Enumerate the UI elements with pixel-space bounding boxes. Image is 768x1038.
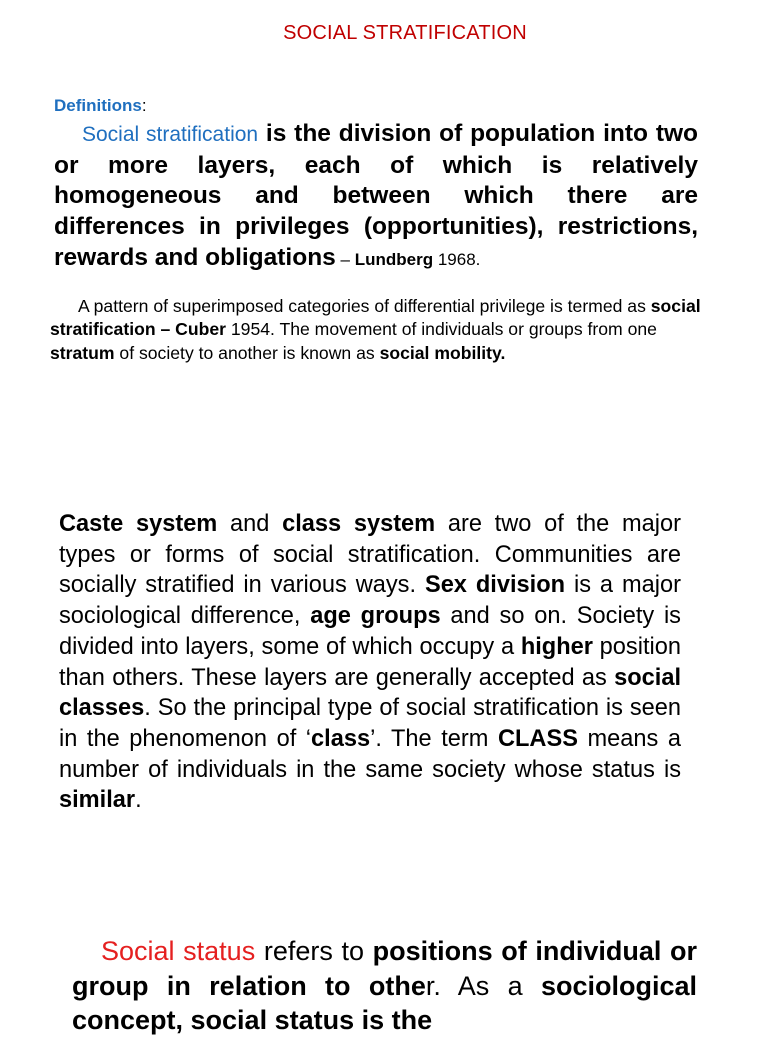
def1-term: Social stratification <box>82 123 259 146</box>
status-text-1: refers to <box>255 936 373 966</box>
para-text-9: . <box>135 787 142 814</box>
para-text-6: . So the principal type of social stratification is seen in the phenomenon of ‘ <box>59 695 681 752</box>
status-bold-1: positions of individual or group in relation to othe <box>72 936 697 1001</box>
para-text-4: and so on. Society is divided into layers, some of which occupy a <box>59 603 681 660</box>
para-bold-1: Caste system <box>59 511 218 537</box>
definitions-heading <box>54 96 147 116</box>
def1-text: is the division of population into two or more layers, each of which is relatively homogeneous and between which there are differences in privileges (opportunities), restrictions, rewards and obligations <box>54 120 698 271</box>
def1-source <box>336 250 481 269</box>
definitions-colon: : <box>141 96 147 115</box>
para-text-8: means a number of individuals in the same society whose status is <box>59 725 681 783</box>
def2-bold-3: social mobility. <box>379 342 506 363</box>
definitions-label: Definitions <box>54 96 142 115</box>
para-bold-9: similar <box>59 787 136 814</box>
def1-author: Lundberg <box>354 249 434 269</box>
para-bold-5: higher <box>520 633 593 660</box>
para-bold-6: social classes <box>59 664 681 722</box>
definition-lundberg <box>54 119 698 276</box>
def2-text-3: of society to another is known as <box>114 342 380 363</box>
para-text-3: is a major sociological difference, <box>59 572 681 630</box>
para-bold-3: Sex division <box>424 572 566 599</box>
page-title: SOCIAL STRATIFICATION <box>283 22 527 44</box>
para-text-5: position than others. These layers are generally accepted as <box>59 633 681 691</box>
caste-class-paragraph <box>59 509 681 816</box>
status-bold-2: sociological concept, social status is the <box>72 970 697 1035</box>
para-bold-4: age groups <box>310 603 441 630</box>
def2-text-1: A pattern of superimposed categories of differential privilege is termed as <box>78 296 651 316</box>
para-bold-8: CLASS <box>497 725 578 752</box>
para-text-7: ’. The term <box>370 725 498 752</box>
status-text-2: r. As a <box>425 970 541 1001</box>
status-term: Social status <box>101 936 256 966</box>
social-status-paragraph <box>72 934 697 1038</box>
para-text-1: and <box>217 511 283 537</box>
def1-year: 1968. <box>433 249 481 269</box>
para-bold-7: class <box>311 725 371 752</box>
para-text-2: are two of the major types or forms of social stratification. Communities are socially stratified in various ways. <box>59 511 681 599</box>
def1-dash: – <box>335 249 355 269</box>
def2-bold-1: social stratification – Cuber <box>50 296 701 340</box>
definition-cuber <box>50 295 710 365</box>
def2-text-2: 1954. The movement of individuals or groups from one <box>225 319 657 340</box>
para-bold-2: class system <box>282 511 436 537</box>
def2-bold-2: stratum <box>50 342 115 363</box>
